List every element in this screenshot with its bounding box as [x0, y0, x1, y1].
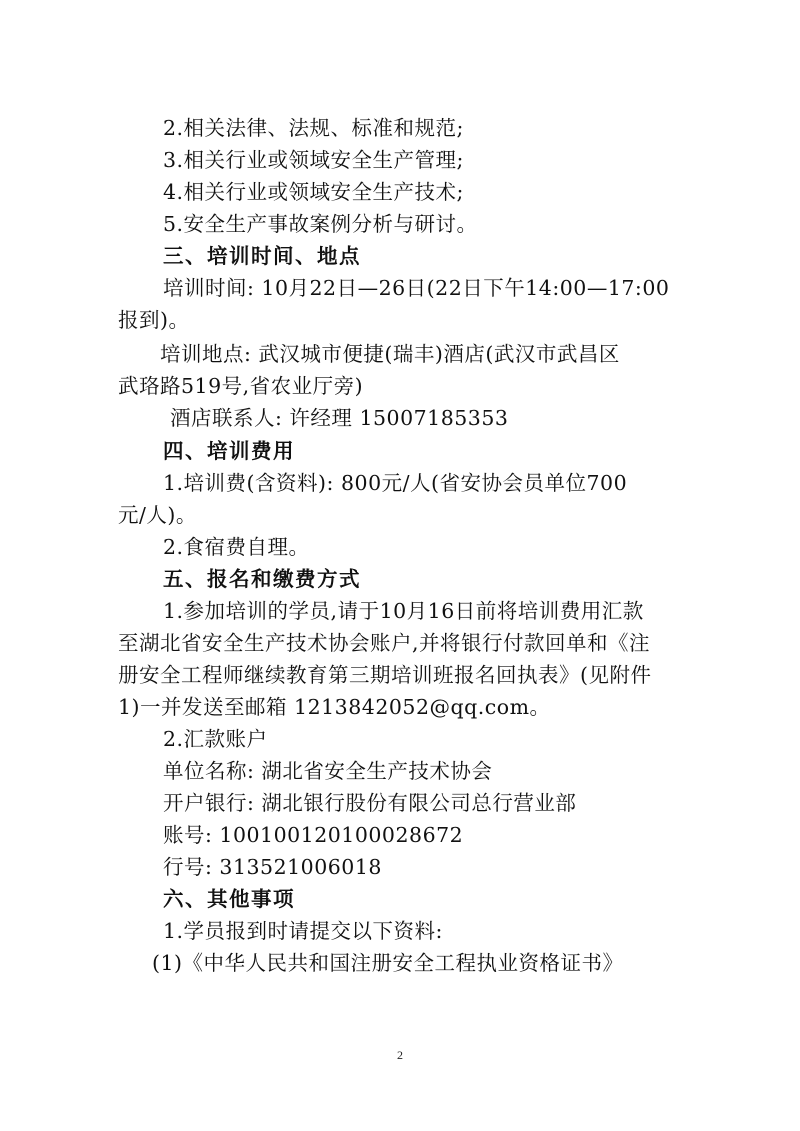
account-number: 账号: 100100120100028672: [163, 823, 464, 847]
section-heading-fees: 四、培训费用: [163, 439, 295, 463]
list-item-laws: 2.相关法律、法规、标准和规范;: [163, 116, 464, 140]
list-item-accident-analysis: 5.安全生产事故案例分析与研讨。: [163, 212, 478, 236]
hotel-contact: 酒店联系人: 许经理 15007185353: [170, 406, 509, 430]
section-heading-time-location: 三、培训时间、地点: [163, 244, 361, 268]
required-document-certificate: (1)《中华人民共和国注册安全工程执业资格证书》: [152, 951, 624, 975]
paragraph-training-time: 培训时间: 10月22日—26日(22日下午14:00—17:00: [163, 276, 670, 300]
paragraph-registration-cont-2: 册安全工程师继续教育第三期培训班报名回执表》(见附件: [118, 663, 652, 687]
paragraph-training-time-cont: 报到)。: [118, 308, 190, 332]
paragraph-training-location-cont: 武珞路519号,省农业厅旁): [118, 374, 364, 398]
bank-code: 行号: 313521006018: [163, 855, 382, 879]
paragraph-training-location: 培训地点: 武汉城市便捷(瑞丰)酒店(武汉市武昌区: [160, 342, 620, 366]
paragraph-required-documents: 1.学员报到时请提交以下资料:: [163, 919, 443, 943]
section-heading-other: 六、其他事项: [163, 887, 295, 911]
page-number: 2: [397, 1048, 403, 1062]
list-item-safety-technology: 4.相关行业或领域安全生产技术;: [163, 180, 464, 204]
paragraph-accommodation: 2.食宿费自理。: [163, 535, 310, 559]
paragraph-training-fee: 1.培训费(含资料): 800元/人(省安协会员单位700: [163, 471, 628, 495]
remittance-account-heading: 2.汇款账户: [163, 727, 268, 751]
account-bank: 开户银行: 湖北银行股份有限公司总行营业部: [163, 791, 577, 815]
account-unit-name: 单位名称: 湖北省安全生产技术协会: [163, 759, 493, 783]
paragraph-training-fee-cont: 元/人)。: [118, 503, 197, 527]
list-item-safety-management: 3.相关行业或领域安全生产管理;: [163, 148, 464, 172]
paragraph-registration: 1.参加培训的学员,请于10月16日前将培训费用汇款: [163, 599, 644, 623]
paragraph-registration-cont-3: 1)一并发送至邮箱 1213842052@qq.com。: [118, 695, 551, 719]
paragraph-registration-cont-1: 至湖北省安全生产技术协会账户,并将银行付款回单和《注: [118, 631, 651, 655]
section-heading-registration: 五、报名和缴费方式: [163, 567, 361, 591]
